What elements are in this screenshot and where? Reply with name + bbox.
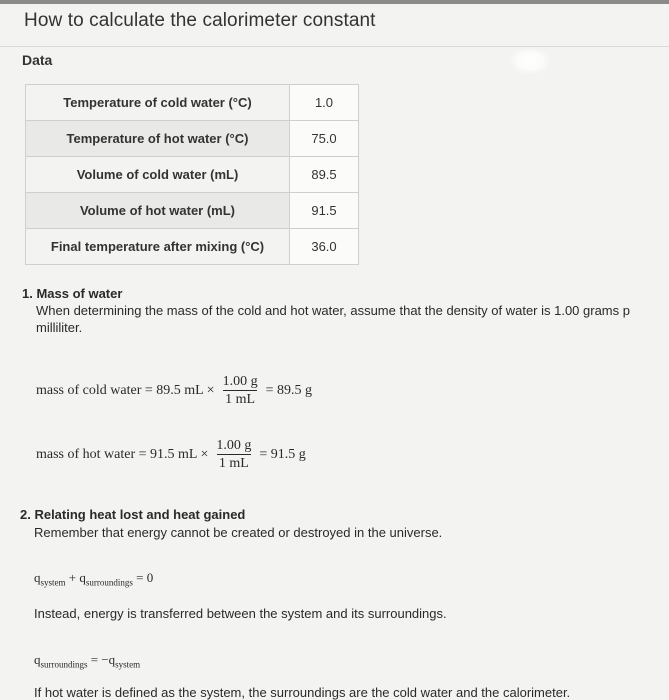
screen-glare [510,48,550,74]
equation-hot-water-mass [36,438,306,472]
section-text: Instead, energy is transferred between the system and its surroundings. [34,606,447,621]
row-value: 89.5 [290,157,359,193]
section-text: Remember that energy cannot be created or destroyed in the universe. [34,525,443,540]
section-text: If hot water is defined as the system, the surroundings are the cold water and the calorimeter. [34,685,571,700]
row-label: Final temperature after mixing (°C) [26,229,290,265]
table-row [26,157,359,193]
data-table [25,84,359,265]
equation-operator: = −q [87,652,116,667]
row-label: Temperature of cold water (°C) [26,85,290,121]
row-value: 75.0 [290,121,359,157]
row-value: 1.0 [290,85,359,121]
section-mass-of-water [22,285,667,336]
equation-subscript: system [115,659,141,670]
table-row [26,229,359,265]
equation-operator: + q [65,570,86,585]
row-value: 91.5 [290,193,359,229]
data-section-label: Data [22,52,53,68]
row-label: Volume of cold water (mL) [26,157,290,193]
table-row [26,193,359,229]
fraction-numerator: 1.00 g [216,438,252,453]
equation-subscript: surroundings [85,577,133,588]
equation-symbol: q [34,570,41,585]
equation-heat-transfer [34,652,140,670]
table-row [26,85,359,121]
equation-subscript: system [40,577,66,588]
page-title: How to calculate the calorimeter constant [24,10,376,31]
row-value: 36.0 [290,229,359,265]
fraction [221,374,260,408]
equation-energy-balance [34,570,153,588]
row-label: Volume of hot water (mL) [26,193,290,229]
equation-rhs: = 91.5 g [259,447,306,463]
equation-symbol: q [34,652,41,667]
section-text: milliliter. [36,320,83,335]
equation-rhs: = 0 [132,570,154,585]
equation-lhs: mass of hot water = 91.5 mL × [36,447,209,463]
fraction-denominator: 1 mL [225,392,256,408]
equation-rhs: = 89.5 g [265,383,312,399]
section-heat-relation [20,506,665,542]
title-divider [0,46,669,47]
row-label: Temperature of hot water (°C) [26,121,290,157]
fraction-numerator: 1.00 g [222,374,258,389]
table-row [26,121,359,157]
section-heading: 2. Relating heat lost and heat gained [20,507,246,522]
section-text: When determining the mass of the cold and hot water, assume that the density of water is 1.00 grams p [36,303,630,318]
fraction [214,438,253,472]
fraction-denominator: 1 mL [218,456,249,472]
equation-subscript: surroundings [40,659,88,670]
section-heading: 1. Mass of water [22,286,123,301]
top-edge-bar [0,0,669,4]
equation-cold-water-mass [36,374,312,408]
equation-lhs: mass of cold water = 89.5 mL × [36,383,215,399]
